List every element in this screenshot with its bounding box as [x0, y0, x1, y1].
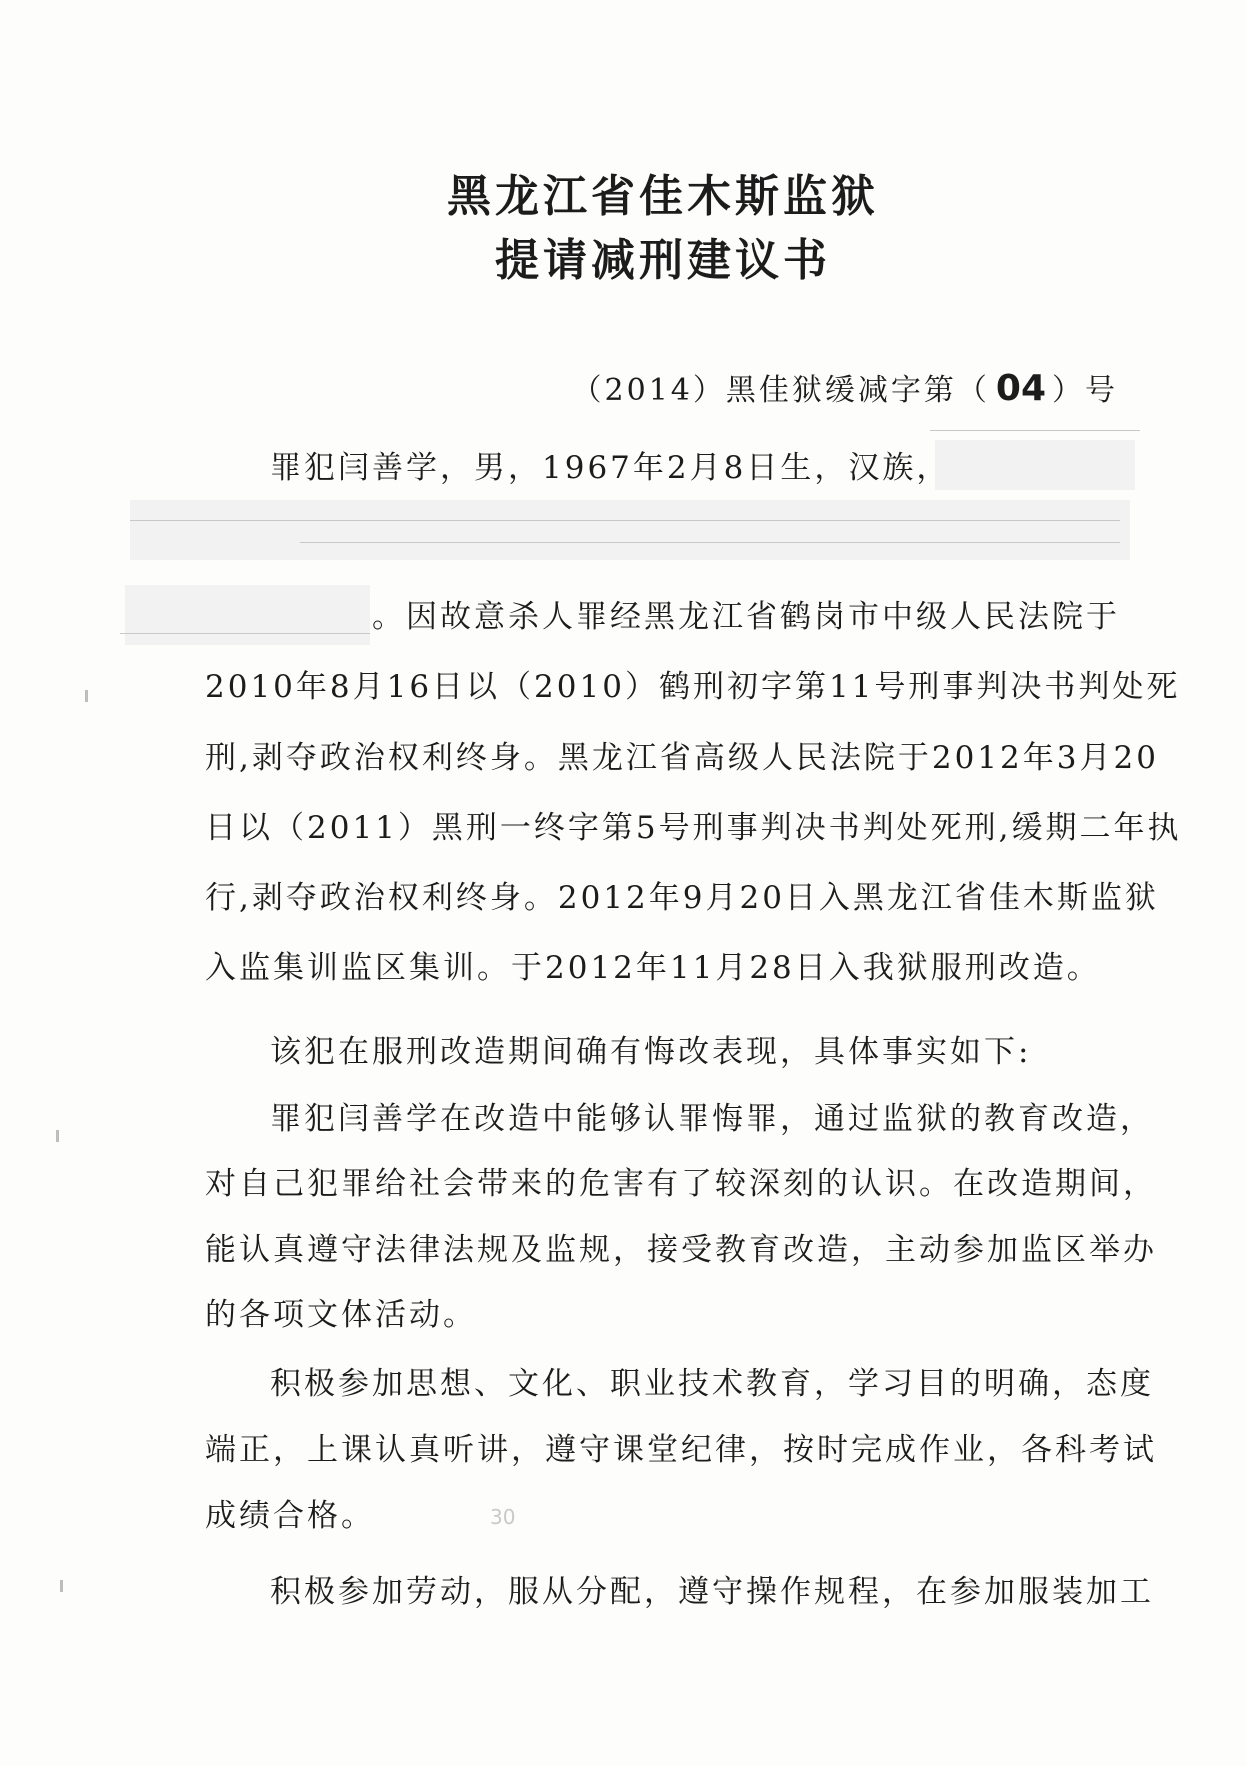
text-line: 该犯在服刑改造期间确有悔改表现，具体事实如下:	[270, 1034, 1032, 1070]
text-line: 能认真遵守法律法规及监规，接受教育改造，主动参加监区举办	[205, 1232, 1157, 1268]
text-line: 日以（2011）黑刑一终字第5号刑事判决书判处死刑,缓期二年执	[205, 810, 1182, 846]
document-number-value: 04	[995, 368, 1046, 409]
scan-artifact-line	[130, 520, 1120, 521]
document-title-org: 黑龙江省佳木斯监狱	[447, 171, 879, 222]
text-line: 罪犯闫善学在改造中能够认罪悔罪，通过监狱的教育改造，	[270, 1101, 1154, 1137]
scan-artifact-line	[120, 633, 370, 634]
document-number-prefix: （2014）黑佳狱缓减字第（	[571, 373, 990, 408]
text-line: 积极参加劳动，服从分配，遵守操作规程，在参加服装加工	[270, 1574, 1154, 1610]
document-number-suffix: ）号	[1052, 373, 1118, 408]
text-line: 2010年8月16日以（2010）鹤刑初字第11号刑事判决书判处死	[205, 669, 1181, 705]
scan-artifact-line	[300, 542, 1120, 543]
scan-speck	[85, 690, 88, 702]
text-line: 行,剥夺政治权利终身。2012年9月20日入黑龙江省佳木斯监狱	[205, 880, 1159, 916]
document-number	[572, 365, 1118, 409]
text-line: 积极参加思想、文化、职业技术教育，学习目的明确，态度	[270, 1366, 1154, 1402]
text-line: 对自己犯罪给社会带来的危害有了较深刻的认识。在改造期间，	[205, 1166, 1157, 1202]
scan-speck	[56, 1130, 59, 1142]
scan-speck	[60, 1580, 63, 1592]
text-line: 成绩合格。	[205, 1498, 375, 1534]
text-line: 罪犯闫善学，男，1967年2月8日生，汉族，	[270, 450, 951, 486]
text-line: 的各项文体活动。	[205, 1297, 477, 1333]
text-line: 入监集训监区集训。于2012年11月28日入我狱服刑改造。	[205, 950, 1101, 986]
text-line: 。因故意杀人罪经黑龙江省鹤岗市中级人民法院于	[372, 599, 1120, 635]
scan-artifact-line	[930, 430, 1140, 431]
text-line: 端正，上课认真听讲，遵守课堂纪律，按时完成作业，各科考试	[205, 1432, 1157, 1468]
text-line: 刑,剥夺政治权利终身。黑龙江省高级人民法院于2012年3月20	[205, 740, 1159, 776]
document-title-type: 提请减刑建议书	[495, 235, 831, 286]
faint-page-mark: 30	[490, 1505, 516, 1529]
redaction-area	[125, 585, 370, 645]
redaction-area	[130, 500, 1130, 560]
